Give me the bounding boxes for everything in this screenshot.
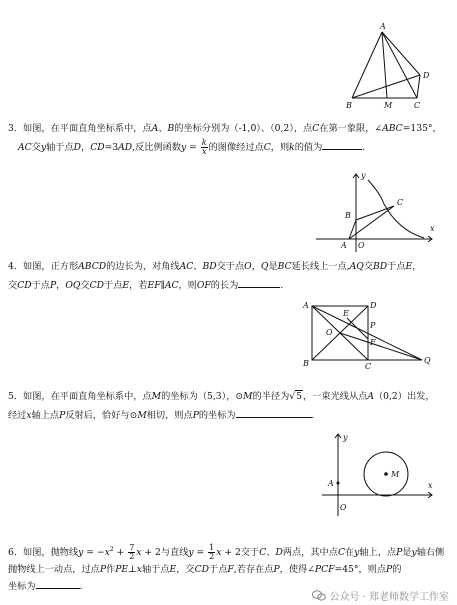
fig3-label-o: O	[358, 241, 365, 250]
answer-blank-4[interactable]	[238, 276, 280, 288]
fig3-label-a: A	[341, 241, 347, 250]
fraction-1-over-2: $\frac{1}{2}$	[209, 543, 215, 562]
fig1-label-m: M	[384, 101, 393, 110]
problem-3-line-1: 3．如图，在平面直角坐标系中，点A、B的坐标分别为（-1,0）、（0,2），点C在第一象限，∠ABC=135°，	[8, 123, 442, 134]
figure-3-coordinate	[308, 168, 438, 256]
fig4-label-d: D	[370, 301, 377, 310]
problem-6	[8, 541, 449, 594]
problem-4-line-2: 交CD于点P，OQ交CD于点E，若EF∥AC，则OF的长为 .	[8, 276, 449, 295]
watermark-text: 公众号 · 郑老师数学工作室	[329, 592, 449, 603]
answer-blank-3[interactable]	[322, 138, 362, 150]
fig1-label-a: A	[380, 22, 386, 31]
sqrt-five: √5	[289, 391, 303, 402]
fig3-label-c: C	[397, 198, 404, 207]
fig4-label-e: E	[343, 309, 349, 318]
fig5-label-m: M	[391, 470, 400, 479]
problem-5	[8, 388, 449, 424]
fig4-label-b: B	[303, 359, 309, 368]
fig4-label-f: F	[370, 338, 376, 347]
fig4-label-o: O	[326, 328, 333, 337]
fig4-label-a: A	[303, 301, 309, 310]
problem-6-line-3: 坐标为 .	[8, 577, 449, 594]
figure-1-triangle	[340, 22, 435, 114]
problem-4-line-1: 4．如图，正方形ABCD的边长为，对角线AC、BD交于点O，Q是BC延长线上一点,AQ交BD于点E，	[8, 261, 422, 272]
answer-blank-5[interactable]	[236, 406, 312, 418]
fig3-label-y: y	[361, 171, 366, 180]
fig4-label-c: C	[365, 362, 372, 371]
fig1-label-c: C	[414, 101, 421, 110]
figure-4-square	[300, 298, 436, 370]
fraction-k-over-x: $\frac{k}{x}$	[201, 137, 207, 156]
watermark	[312, 588, 449, 603]
fig4-label-q: Q	[424, 356, 431, 365]
answer-blank-6[interactable]	[36, 577, 80, 589]
fig5-label-x: x	[428, 481, 433, 490]
fig3-label-x: x	[430, 224, 435, 233]
figure-5-circle	[318, 430, 438, 518]
fig4-label-p: P	[370, 321, 376, 330]
fig1-label-b: B	[346, 101, 352, 110]
fig3-label-b: B	[345, 211, 351, 220]
fig5-label-y: y	[343, 433, 348, 442]
problem-5-line-2: 经过x轴上点P反射后，恰好与⊙M相切，则点P的坐标为 .	[8, 406, 449, 425]
problem-6-line-1: 6．如图，抛物线$y = -x^2$ + $\frac{7}{2}$ x + 2与直线y = $\frac{1}{2}$ x + 2交于C、D两点，其中点C在y轴上，点P是y轴右侧	[8, 543, 445, 562]
fig1-label-d: D	[423, 71, 430, 80]
fraction-7-over-2: $\frac{7}{2}$	[129, 543, 135, 562]
problem-4	[8, 258, 449, 294]
problem-5-line-1: 5．如图，在平面直角坐标系中，点M的坐标为（5,3），⊙M的半径为√5，一束光线从点A（0,2）出发，	[8, 388, 449, 406]
wechat-icon	[312, 590, 326, 601]
fig5-point-a-dot	[337, 482, 340, 485]
problem-3-line-2: AC交y轴于点D，CD=3AD,反比例函数y = $\frac{k}{x}$ 的图像经过点C，则k的值为 .	[18, 137, 366, 156]
fig5-center-dot	[384, 472, 388, 476]
problem-3	[8, 120, 449, 156]
fig5-label-o: O	[340, 503, 347, 512]
problem-6-line-2: 抛物线上一动点，过点P作PE⊥x轴于点E，交CD于点F,若存在点P，使得∠PCF=45°，则点P的	[8, 564, 402, 576]
fig5-label-a: A	[328, 479, 334, 488]
